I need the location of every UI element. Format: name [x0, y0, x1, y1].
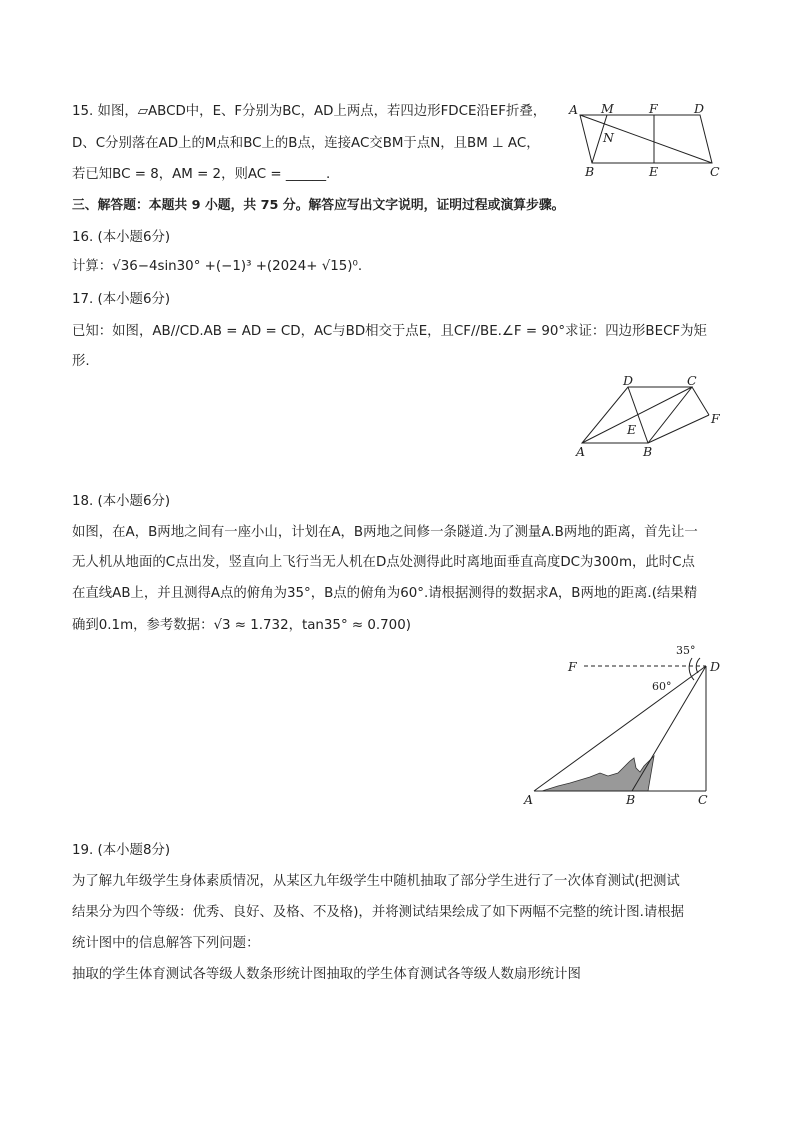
q15-label-c: C — [710, 164, 720, 179]
q17-label-b: B — [643, 444, 653, 459]
q15-label-m: M — [601, 101, 614, 116]
q18-line-2: 无人机从地面的C点出发，竖直向上飞行当无人机在D点处测得此时离地面垂直高度DC为300m，此时C点 — [72, 555, 695, 570]
q15-line-3: 若已知BC = 8，AM = 2，则AC = ______. — [72, 167, 331, 182]
section-3-heading: 三、解答题：本题共 9 小题，共 75 分。解答应写出文字说明，证明过程或演算步骤。 — [72, 198, 565, 213]
q16-header: 16. (本小题6分) — [72, 230, 171, 245]
q15-label-f: F — [649, 101, 658, 116]
q18-label-d: D — [710, 659, 721, 674]
q18-label-c: C — [698, 792, 708, 807]
q19-header: 19. (本小题8分) — [72, 843, 171, 858]
q17-header: 17. (本小题6分) — [72, 292, 171, 307]
q15-label-n: N — [603, 130, 614, 145]
q19-line-4: 抽取的学生体育测试各等级人数条形统计图抽取的学生体育测试各等级人数扇形统计图 — [72, 967, 581, 982]
q19-line-3: 统计图中的信息解答下列问题： — [72, 936, 260, 951]
q18-label-a: A — [524, 792, 534, 807]
q17-label-a: A — [576, 444, 586, 459]
q17-figure — [570, 375, 730, 460]
q15-line-2: D、C分别落在AD上的M点和BC上的B点，连接AC交BM于点N，且BM ⊥ AC， — [72, 136, 540, 151]
q18-figure — [518, 640, 733, 810]
q15-label-d: D — [694, 101, 705, 116]
q15-figure-parallelogram — [565, 98, 725, 180]
q17-label-e: E — [627, 422, 637, 437]
q18-header: 18. (本小题6分) — [72, 494, 171, 509]
q17-label-d: D — [623, 375, 634, 388]
q19-line-1: 为了解九年级学生身体素质情况，从某区九年级学生中随机抽取了部分学生进行了一次体育测试(把测试 — [72, 874, 680, 889]
q17-label-c: C — [687, 375, 697, 388]
q18-angle-35: 35° — [676, 644, 696, 657]
q18-label-b: B — [626, 792, 636, 807]
q18-line-1: 如图，在A，B两地之间有一座小山，计划在A，B两地之间修一条隧道.为了测量A.B两地的距离，首先让一 — [72, 525, 698, 540]
q15-line-1: 15. 如图，▱ABCD中，E、F分别为BC，AD上两点，若四边形FDCE沿EF折叠， — [72, 104, 547, 119]
q17-label-f: F — [711, 411, 720, 426]
q18-line-3: 在直线AB上，并且测得A点的俯角为35°，B点的俯角为60°.请根据测得的数据求A，B两地的距离.(结果精 — [72, 586, 698, 601]
q15-label-e: E — [649, 164, 659, 179]
q19-line-2: 结果分为四个等级：优秀、良好、及格、不及格)，并将测试结果绘成了如下两幅不完整的统计图.请根据 — [72, 905, 685, 920]
q18-label-f: F — [568, 659, 577, 674]
q17-line-1: 已知：如图，AB//CD.AB = AD = CD，AC与BD相交于点E，且CF//BE.∠F = 90°求证：四边形BECF为矩 — [72, 324, 707, 339]
q16-expression: 计算：√36−4sin30° +(−1)³ +(2024+ √15)⁰. — [72, 259, 363, 274]
q17-line-2: 形. — [72, 354, 90, 369]
q15-label-a: A — [569, 102, 579, 117]
q18-line-4: 确到0.1m，参考数据：√3 ≈ 1.732，tan35° ≈ 0.700) — [72, 618, 411, 633]
q18-angle-60: 60° — [652, 680, 672, 693]
q15-label-b: B — [585, 164, 595, 179]
